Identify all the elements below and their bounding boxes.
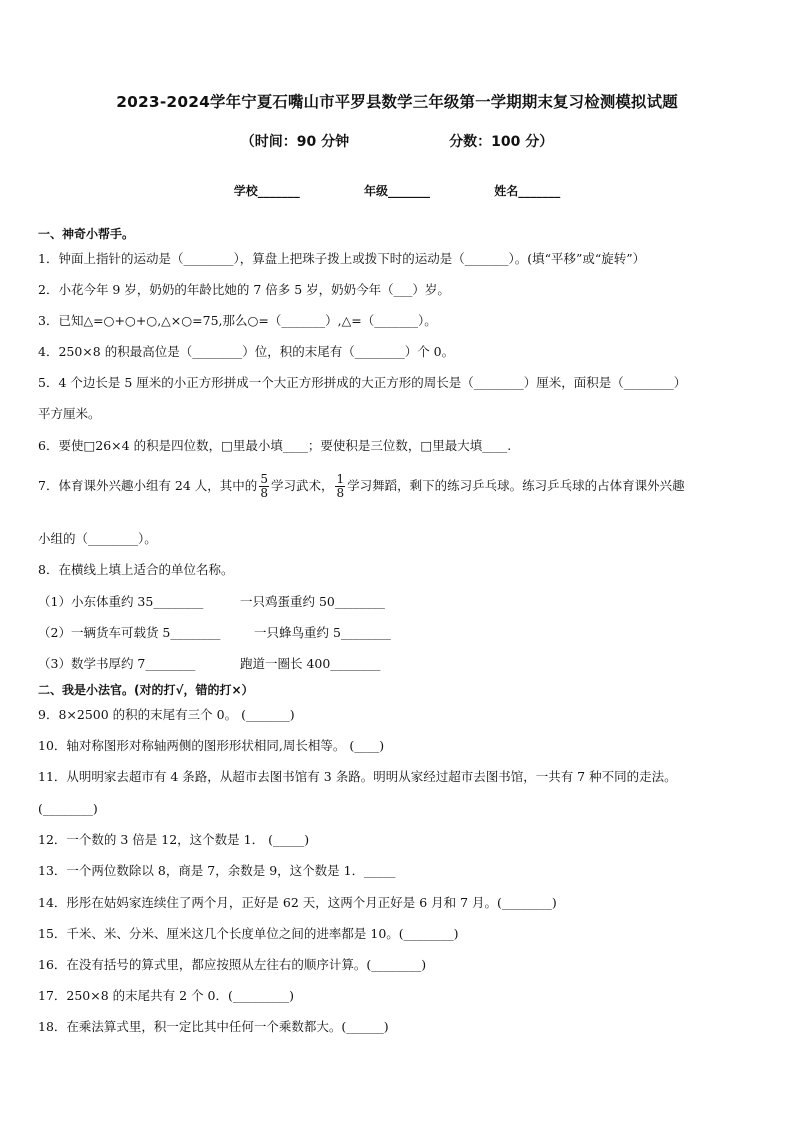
- question-7-part-b: 学习武术，: [270, 478, 334, 493]
- question-9: 9．8×2500 的积的末尾有三个 0。 (_______): [38, 707, 295, 722]
- grade-field[interactable]: 年级_______: [363, 184, 430, 198]
- question-1: 1．钟面上指针的运动是（________），算盘上把珠子拨上或拨下时的运动是（_______）。(填“平移”或“旋转”）: [38, 251, 646, 266]
- total-score: 分数：100 分）: [449, 134, 554, 150]
- question-15: 15．千米、米、分米、厘米这几个长度单位之间的进率都是 10。(________): [38, 926, 459, 941]
- section-1-title: 一、神奇小帮手。: [38, 227, 135, 241]
- question-3: 3．已知△=○+○+○,△×○=75,那么○=（_______）,△=（_______）。: [38, 313, 437, 328]
- question-12: 12．一个数的 3 倍是 12，这个数是 1． (_____): [38, 832, 310, 847]
- question-8-2b: 一只蜂鸟重约 5________: [254, 625, 391, 640]
- question-7-part-a: 7．体育课外兴趣小组有 24 人，其中的: [38, 478, 258, 493]
- question-5: 5．4 个边长是 5 厘米的小正方形拼成一个大正方形拼成的大正方形的周长是（________）厘米，面积是（________）: [38, 375, 687, 390]
- fraction-one-eighth: $\frac{1}{8}$: [336, 472, 345, 500]
- question-8: 8．在横线上填上适合的单位名称。: [38, 562, 234, 577]
- question-8-1b: 一只鸡蛋重约 50________: [240, 594, 385, 609]
- section-2-title: 二、我是小法官。(对的打√，错的打×）: [38, 683, 254, 697]
- question-6: 6．要使□26×4 的积是四位数，□里最小填____；要使积是三位数，□里最大填____.: [38, 438, 512, 453]
- question-7-part-c: 学习舞蹈，剩下的练习乒乓球。练习乒乓球的占体育课外兴趣: [347, 478, 685, 493]
- question-16: 16．在没有括号的算式里，都应按照从左往右的顺序计算。(________): [38, 957, 427, 972]
- student-info: [0, 182, 794, 199]
- question-18: 18．在乘法算式里，积一定比其中任何一个乘数都大。(______): [38, 1019, 389, 1034]
- question-14: 14．彤彤在姑妈家连续住了两个月，正好是 62 天，这两个月正好是 6 月和 7 月。(________): [38, 895, 557, 910]
- school-field[interactable]: 学校_______: [233, 184, 300, 198]
- question-8-3a: （3）数学书厚约 7________: [38, 656, 196, 671]
- question-8-3b: 跑道一圈长 400________: [240, 656, 381, 671]
- question-8-2a: （2）一辆货车可载货 5________: [38, 625, 221, 640]
- question-17: 17．250×8 的末尾共有 2 个 0．(_________): [38, 988, 294, 1003]
- exam-meta: [0, 131, 794, 151]
- question-11: 11．从明明家去超市有 4 条路，从超市去图书馆有 3 条路。明明从家经过超市去图书馆，一共有 7 种不同的走法。: [38, 769, 677, 784]
- question-5-continued: 平方厘米。: [38, 406, 101, 421]
- question-4: 4．250×8 的积最高位是（________）位，积的末尾有（________）个 0。: [38, 344, 455, 359]
- fraction-five-eighths: $\frac{5}{8}$: [260, 472, 268, 500]
- question-7: [38, 473, 685, 500]
- question-10: 10．轴对称图形对称轴两侧的图形形状相同,周长相等。 (____): [38, 738, 385, 753]
- page-title: 2023-2024学年宁夏石嘴山市平罗县数学三年级第一学期期末复习检测模拟试题: [116, 93, 678, 111]
- question-13: 13．一个两位数除以 8，商是 7，余数是 9，这个数是 1．_____: [38, 863, 396, 878]
- question-8-1a: （1）小东体重约 35________: [38, 594, 204, 609]
- question-7-continued: 小组的（________）。: [38, 531, 157, 546]
- question-11-continued: (________): [38, 801, 98, 816]
- name-field[interactable]: 姓名_______: [494, 184, 561, 198]
- time-limit: （时间：90 分钟: [240, 134, 350, 150]
- question-2: 2．小花今年 9 岁，奶奶的年龄比她的 7 倍多 5 岁，奶奶今年（___）岁。: [38, 282, 450, 297]
